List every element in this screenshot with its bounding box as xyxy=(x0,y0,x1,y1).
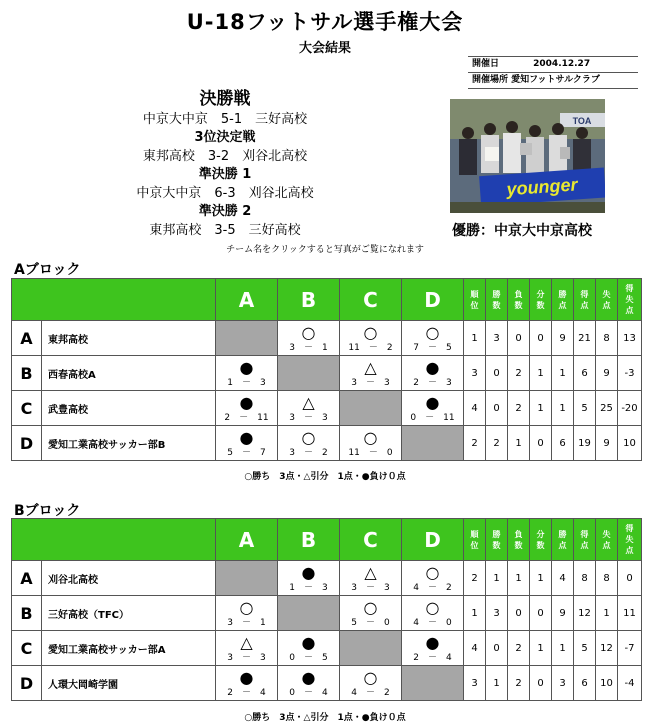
team-name-link[interactable]: 愛知工業高校サッカー部A xyxy=(42,631,216,666)
stat-value: 2 xyxy=(508,631,530,666)
team-name-link[interactable]: 東邦高校 xyxy=(42,321,216,356)
team-row xyxy=(12,391,642,426)
match-score: 5 － 7 xyxy=(227,447,266,458)
block-b-label: Bブロック xyxy=(14,503,81,519)
venue-value: 愛知フットサルクラブ xyxy=(511,75,600,85)
match-result-cell xyxy=(340,666,402,701)
match-result xyxy=(278,427,339,460)
result-mark: ● xyxy=(239,392,254,412)
stat-value: 0 xyxy=(530,596,552,631)
column-header: C xyxy=(340,519,402,561)
match-result xyxy=(216,392,277,425)
match-score: 4 － 2 xyxy=(413,582,452,593)
champion-label: 優勝：中京大中京高校 xyxy=(452,223,592,239)
match-result xyxy=(278,562,339,595)
stat-value: 0 xyxy=(508,596,530,631)
stat-value: 3 xyxy=(464,666,486,701)
match-result xyxy=(278,322,339,355)
stat-header-label: 勝点 xyxy=(558,289,567,310)
stat-value: -20 xyxy=(618,391,642,426)
stat-value: 6 xyxy=(574,356,596,391)
stat-header xyxy=(596,279,618,321)
result-mark: △ xyxy=(364,562,377,582)
row-label: A xyxy=(12,561,42,596)
match-score: 1 － 3 xyxy=(227,377,266,388)
result-mark: △ xyxy=(364,357,377,377)
block-a-table xyxy=(11,278,642,461)
stat-value: 19 xyxy=(574,426,596,461)
team-name-link[interactable]: 人環大岡崎学園 xyxy=(42,666,216,701)
stat-value: 9 xyxy=(596,356,618,391)
team-name-link[interactable]: 愛知工業高校サッカー部B xyxy=(42,426,216,461)
match-result-cell xyxy=(340,356,402,391)
semifinal-2-title: 準決勝 2 xyxy=(198,204,252,219)
stat-value: 5 xyxy=(574,631,596,666)
stat-value: 0 xyxy=(530,321,552,356)
stat-value: 1 xyxy=(464,596,486,631)
stat-value: 10 xyxy=(618,426,642,461)
stat-value: 0 xyxy=(530,666,552,701)
result-mark: ● xyxy=(239,427,254,447)
stat-value: 4 xyxy=(552,561,574,596)
stat-value: 0 xyxy=(530,426,552,461)
result-mark: ○ xyxy=(425,322,440,342)
team-row xyxy=(12,561,642,596)
self-match-cell xyxy=(340,631,402,666)
header-row xyxy=(12,519,642,561)
stat-value: 1 xyxy=(596,596,618,631)
column-header: A xyxy=(216,519,278,561)
stat-header-label: 勝数 xyxy=(492,529,501,550)
result-mark: ○ xyxy=(301,427,316,447)
result-mark: ○ xyxy=(239,597,254,617)
match-result xyxy=(340,597,401,630)
match-result-cell xyxy=(402,356,464,391)
match-score: 2 － 4 xyxy=(227,687,266,698)
match-result-cell xyxy=(216,596,278,631)
block-a-label: Aブロック xyxy=(14,262,81,278)
match-result-cell xyxy=(340,426,402,461)
stat-header xyxy=(552,519,574,561)
stat-header xyxy=(464,519,486,561)
self-match-cell xyxy=(402,666,464,701)
match-result xyxy=(216,427,277,460)
match-result xyxy=(278,667,339,700)
team-name-link[interactable]: 武豊高校 xyxy=(42,391,216,426)
semifinal-1-title: 準決勝 1 xyxy=(198,167,252,182)
stat-value: 13 xyxy=(618,321,642,356)
stat-header-label: 順位 xyxy=(470,529,479,550)
stat-header-label: 得失点 xyxy=(625,524,634,555)
stat-value: 8 xyxy=(596,321,618,356)
champion-team-photo[interactable] xyxy=(450,99,605,213)
stat-value: 2 xyxy=(464,426,486,461)
match-result xyxy=(340,667,401,700)
match-score: 3 － 1 xyxy=(227,617,266,628)
stat-value: 2 xyxy=(464,561,486,596)
match-result xyxy=(402,357,463,390)
stat-value: 25 xyxy=(596,391,618,426)
result-mark: ● xyxy=(425,357,440,377)
match-result-cell xyxy=(340,321,402,356)
stat-header-label: 得失点 xyxy=(625,284,634,315)
stat-value: 12 xyxy=(596,631,618,666)
stat-value: 8 xyxy=(596,561,618,596)
team-row xyxy=(12,631,642,666)
stat-header xyxy=(574,279,596,321)
semifinal-2-score: 東邦高校 3-5 三好高校 xyxy=(149,223,301,238)
match-result xyxy=(402,392,463,425)
stat-value: 8 xyxy=(574,561,596,596)
column-header: D xyxy=(402,519,464,561)
stat-value: 1 xyxy=(530,391,552,426)
match-result-cell xyxy=(278,426,340,461)
stat-value: 6 xyxy=(552,426,574,461)
team-row xyxy=(12,666,642,701)
stat-value: 0 xyxy=(486,391,508,426)
match-score: 3 － 3 xyxy=(289,412,328,423)
stat-header-label: 得点 xyxy=(580,289,589,310)
header-corner xyxy=(12,519,216,561)
stat-header-label: 分数 xyxy=(536,529,545,550)
match-score: 0 － 5 xyxy=(289,652,328,663)
stat-value: 4 xyxy=(464,391,486,426)
stat-value: 5 xyxy=(574,391,596,426)
match-result xyxy=(402,632,463,665)
match-score: 3 － 3 xyxy=(351,377,390,388)
stat-value: 3 xyxy=(486,596,508,631)
venue-row xyxy=(468,72,638,89)
stat-header-label: 負数 xyxy=(514,529,523,550)
match-result-cell xyxy=(216,666,278,701)
match-result xyxy=(278,632,339,665)
result-mark: △ xyxy=(302,392,315,412)
stat-value: 12 xyxy=(574,596,596,631)
stat-header xyxy=(618,279,642,321)
stat-value: 4 xyxy=(464,631,486,666)
match-result-cell xyxy=(402,596,464,631)
banner-text: younger xyxy=(505,174,579,200)
result-mark: ● xyxy=(239,667,254,687)
team-row xyxy=(12,356,642,391)
match-score: 0 － 4 xyxy=(289,687,328,698)
stat-header-label: 勝点 xyxy=(558,529,567,550)
stat-header xyxy=(486,519,508,561)
event-info xyxy=(468,56,638,89)
match-score: 4 － 2 xyxy=(351,687,390,698)
result-mark: ○ xyxy=(363,597,378,617)
match-score: 2 － 4 xyxy=(413,652,452,663)
match-score: 0 － 11 xyxy=(410,412,455,423)
row-label: D xyxy=(12,666,42,701)
self-match-cell xyxy=(216,321,278,356)
stat-header-label: 失点 xyxy=(602,289,611,310)
match-result-cell xyxy=(216,426,278,461)
stat-value: 1 xyxy=(530,356,552,391)
match-result-cell xyxy=(216,391,278,426)
stat-value: 2 xyxy=(508,391,530,426)
match-result xyxy=(216,357,277,390)
self-match-cell xyxy=(402,426,464,461)
header-corner xyxy=(12,279,216,321)
match-result-cell xyxy=(402,321,464,356)
block-b-legend: ○勝ち 3点・△引分 1点・●負け０点 xyxy=(244,713,406,723)
third-place-score: 東邦高校 3-2 刈谷北高校 xyxy=(142,149,308,164)
stat-value: 1 xyxy=(530,631,552,666)
final-score: 中京大中京 5-1 三好高校 xyxy=(142,112,308,127)
stat-header xyxy=(596,519,618,561)
stat-value: 1 xyxy=(530,561,552,596)
stat-header xyxy=(574,519,596,561)
stat-header xyxy=(464,279,486,321)
third-place-title: 3位決定戦 xyxy=(194,130,256,145)
match-result-cell xyxy=(402,391,464,426)
final-title: 決勝戦 xyxy=(199,89,251,109)
match-result-cell xyxy=(216,356,278,391)
team-name-link[interactable]: 西春高校A xyxy=(42,356,216,391)
stat-header xyxy=(508,279,530,321)
stat-header xyxy=(618,519,642,561)
result-mark: ● xyxy=(301,667,316,687)
match-result-cell xyxy=(402,631,464,666)
sign-text: TOA xyxy=(572,116,592,126)
stat-value: 3 xyxy=(464,356,486,391)
stat-value: 6 xyxy=(574,666,596,701)
result-mark: ● xyxy=(425,632,440,652)
match-result-cell xyxy=(278,666,340,701)
match-result xyxy=(340,357,401,390)
column-header: D xyxy=(402,279,464,321)
match-score: 11 － 0 xyxy=(348,447,393,458)
match-result-cell xyxy=(340,561,402,596)
stat-value: 0 xyxy=(486,356,508,391)
stat-value: 0 xyxy=(618,561,642,596)
match-result-cell xyxy=(278,391,340,426)
match-score: 2 － 3 xyxy=(413,377,452,388)
stat-value: 1 xyxy=(486,666,508,701)
header-row xyxy=(12,279,642,321)
stat-value: 0 xyxy=(486,631,508,666)
match-score: 3 － 2 xyxy=(289,447,328,458)
stat-value: 11 xyxy=(618,596,642,631)
match-score: 11 － 2 xyxy=(348,342,393,353)
result-mark: ● xyxy=(301,562,316,582)
date-row xyxy=(468,56,638,72)
match-score: 3 － 3 xyxy=(351,582,390,593)
match-result xyxy=(402,322,463,355)
team-photo-image xyxy=(450,99,605,213)
stat-header xyxy=(530,279,552,321)
match-score: 3 － 1 xyxy=(289,342,328,353)
stat-value: 3 xyxy=(552,666,574,701)
stat-value: -7 xyxy=(618,631,642,666)
row-label: B xyxy=(12,596,42,631)
stat-header xyxy=(486,279,508,321)
stat-value: -4 xyxy=(618,666,642,701)
click-hint: チーム名をクリックすると写真がご覧になれます xyxy=(226,245,424,255)
result-mark: ○ xyxy=(363,427,378,447)
result-mark: ○ xyxy=(363,322,378,342)
column-header: B xyxy=(278,279,340,321)
stat-header xyxy=(530,519,552,561)
stat-header-label: 負数 xyxy=(514,289,523,310)
match-score: 1 － 3 xyxy=(289,582,328,593)
stat-value: 21 xyxy=(574,321,596,356)
match-result-cell xyxy=(216,631,278,666)
result-mark: △ xyxy=(240,632,253,652)
stat-value: 9 xyxy=(552,321,574,356)
stat-value: 1 xyxy=(508,561,530,596)
date-label: 開催日 xyxy=(472,59,500,69)
match-result xyxy=(216,667,277,700)
team-name-link[interactable]: 三好高校（TFC） xyxy=(42,596,216,631)
self-match-cell xyxy=(278,596,340,631)
stat-value: 10 xyxy=(596,666,618,701)
column-header: C xyxy=(340,279,402,321)
result-mark: ○ xyxy=(425,597,440,617)
result-mark: ○ xyxy=(363,667,378,687)
result-mark: ○ xyxy=(425,562,440,582)
match-result xyxy=(340,562,401,595)
row-label: A xyxy=(12,321,42,356)
stat-header-label: 得点 xyxy=(580,529,589,550)
stat-value: 1 xyxy=(552,631,574,666)
stat-value: 0 xyxy=(508,321,530,356)
stat-value: 9 xyxy=(552,596,574,631)
match-result xyxy=(216,632,277,665)
stat-value: 1 xyxy=(486,561,508,596)
team-name-link[interactable]: 刈谷北高校 xyxy=(42,561,216,596)
stat-header-label: 分数 xyxy=(536,289,545,310)
result-mark: ● xyxy=(301,632,316,652)
self-match-cell xyxy=(216,561,278,596)
stat-header xyxy=(508,519,530,561)
block-a-legend: ○勝ち 3点・△引分 1点・●負け０点 xyxy=(244,472,406,482)
team-row xyxy=(12,426,642,461)
stat-value: 2 xyxy=(508,356,530,391)
match-result-cell xyxy=(278,321,340,356)
result-mark: ● xyxy=(239,357,254,377)
column-header: B xyxy=(278,519,340,561)
semifinal-1-score: 中京大中京 6-3 刈谷北高校 xyxy=(136,186,314,201)
match-result xyxy=(340,322,401,355)
row-label: D xyxy=(12,426,42,461)
row-label: C xyxy=(12,631,42,666)
page-title: U-18フットサル選手権大会 xyxy=(186,10,464,34)
column-header: A xyxy=(216,279,278,321)
stat-value: 2 xyxy=(486,426,508,461)
team-row xyxy=(12,596,642,631)
self-match-cell xyxy=(278,356,340,391)
match-score: 3 － 3 xyxy=(227,652,266,663)
stat-value: 1 xyxy=(552,391,574,426)
match-result xyxy=(216,597,277,630)
stat-value: 9 xyxy=(596,426,618,461)
team-row xyxy=(12,321,642,356)
match-result-cell xyxy=(402,561,464,596)
match-result xyxy=(340,427,401,460)
result-mark: ○ xyxy=(301,322,316,342)
stat-header-label: 順位 xyxy=(470,289,479,310)
stat-value: -3 xyxy=(618,356,642,391)
match-result xyxy=(278,392,339,425)
match-score: 2 － 11 xyxy=(224,412,269,423)
stat-value: 1 xyxy=(508,426,530,461)
stat-header-label: 勝数 xyxy=(492,289,501,310)
match-result-cell xyxy=(278,631,340,666)
row-label: C xyxy=(12,391,42,426)
stat-header-label: 失点 xyxy=(602,529,611,550)
date-value: 2004.12.27 xyxy=(533,59,591,69)
match-score: 5 － 0 xyxy=(351,617,390,628)
row-label: B xyxy=(12,356,42,391)
venue-label: 開催場所 xyxy=(472,75,509,85)
block-b-table xyxy=(11,518,642,701)
tournament-results xyxy=(100,88,350,240)
match-result xyxy=(402,597,463,630)
match-score: 7 － 5 xyxy=(413,342,452,353)
match-score: 4 － 0 xyxy=(413,617,452,628)
match-result xyxy=(402,562,463,595)
self-match-cell xyxy=(340,391,402,426)
stat-value: 2 xyxy=(508,666,530,701)
stat-header xyxy=(552,279,574,321)
stat-value: 3 xyxy=(486,321,508,356)
result-mark: ● xyxy=(425,392,440,412)
stat-value: 1 xyxy=(552,356,574,391)
page-subtitle: 大会結果 xyxy=(298,41,351,56)
stat-value: 1 xyxy=(464,321,486,356)
match-result-cell xyxy=(340,596,402,631)
match-result-cell xyxy=(278,561,340,596)
